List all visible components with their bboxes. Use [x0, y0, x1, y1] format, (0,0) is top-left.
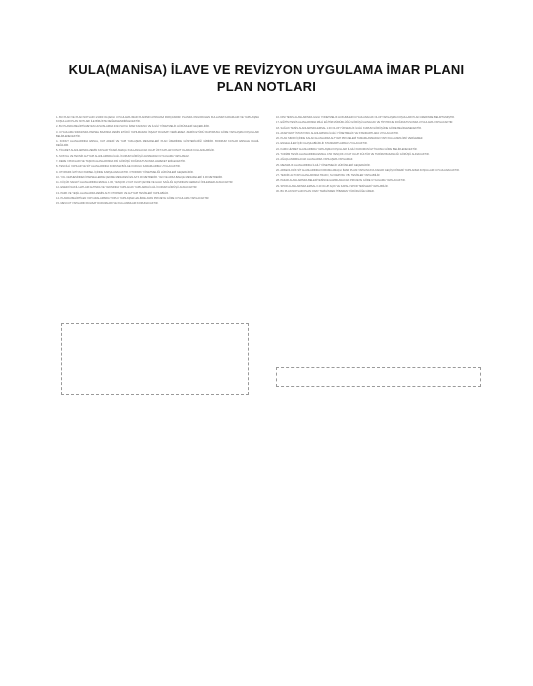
notes-column-left	[56, 116, 259, 510]
plan-note: 1- BU PLAN VE PLAN NOTLARI 1/1000 ÖLÇEKLİ UYGULAMA İMAR PLANININ AYRILMAZ PARÇASIDIR. PLANDA ÖNGÖRÜLEN KULLANIM KARARLARI VE YAPILAŞMA KOŞULLARI PLAN NOTLARI İLE BİRLİKTE DEĞERLENDİRİLECEKTİR.	[56, 116, 259, 124]
plan-note: 22- KAMU HİZMET ALANLARINDA YAPILAŞMA KOŞULLARI İLGİLİ KURUMUN İHTİYACINA GÖRE BELİRLENECEKTİR.	[276, 147, 418, 151]
plan-note: 10- YOL CEPHESİNDEKİ PARSELLERDE ÇEKME MESAFESİ EN AZ 5.00 METREDİR. YAN VE ARKA BAHÇE MESAFELERİ 3.00 METREDİR.	[56, 175, 223, 179]
document-subtitle: PLAN NOTLARI	[216, 79, 317, 94]
plan-note: 24- AĞAÇLANDIRILACAK ALANLARDA YAPILAŞMA YAPILAMAZ.	[276, 158, 354, 162]
plan-note: 30- BU PLAN NOTLARI PLAN ONAY TARİHİNDEN İTİBAREN YÜRÜRLÜĞE GİRER.	[276, 189, 375, 193]
plan-note: 25- MEZARLIK ALANLARINDA İLGİLİ YÖNETMELİK HÜKÜMLERİ GEÇERLİDİR.	[276, 163, 371, 167]
plan-note: 19- AKARYAKIT İSTASYONU ALANLARINDA İLGİLİ YÖNETMELİK VE STANDARTLARA UYULACAKTIR.	[276, 131, 399, 135]
plan-note: 27- TEKNİK ALTYAPI ALANLARINDA TRAFO, SU DEPOSU VB. TESİSLER YAPILABİLİR.	[276, 174, 381, 178]
document-title: KULA(MANİSA) İLAVE VE REVİZYON UYGULAMA İMAR PLANI	[68, 62, 465, 77]
plan-note: 6- SOSYAL VE TEKNİK ALTYAPI ALANLARINDA İLGİLİ KURUM GÖRÜŞÜ ALINMADAN UYGULAMA YAPILAMAZ.	[56, 154, 190, 158]
plan-note: 8- TESCİLLİ YAPILAR VE SİT ALANLARINDA KORUMA BÖLGE KURULU KARARLARINA UYULACAKTIR.	[56, 165, 181, 169]
plan-note: 14- PLANDA BELİRTİLEN YAPI ADALARINDA TOPLU YAPILAŞMA HALİNDE AVAN PROJEYE GÖRE UYGULAMA YAPILACAKTIR.	[56, 196, 210, 200]
revision-highlight-box	[276, 367, 481, 387]
plan-note: 4- KONUT ALANLARINDA EMSAL, KAT ADEDİ VE YAPI YAKLAŞMA MESAFELERİ PLAN ÜZERİNDE GÖSTERİLDİĞİ GİBİDİR. BODRUM KATLAR EMSALE DAHİL DEĞİLDİR.	[56, 140, 259, 148]
plan-note: 26- ARKEOLOJİK SİT ALANLARINDA KORUMA AMAÇLI İMAR PLANI YAPILINCAYA KADAR GEÇİŞ DÖNEMİ YAPILANMA KOŞULLARI UYGULANACAKTIR.	[276, 168, 460, 172]
plan-note: 3- UYGULAMA SIRASINDA PARSEL BAZINDA ZEMİN ETÜDÜ YAPILMADAN İNŞAAT RUHSATI VERİLEMEZ. ZEMİN ETÜDÜ RAPORUNA GÖRE YAPILAŞMA KOŞULLARI BELİRLENECEKTİR.	[56, 130, 259, 138]
plan-note: 29- SPOR ALANLARINDA EMSAL 0.20 OLUP AÇIK VE KAPALI SPOR TESİSLERİ YAPILABİLİR.	[276, 184, 389, 188]
notes-column-right	[276, 116, 479, 586]
plan-note: 7- DERE YATAKLARI VE TAŞKIN ALANLARINDA DSİ GÖRÜŞÜ DOĞRULTUSUNDA HAREKET EDİLECEKTİR.	[56, 159, 186, 163]
revision-highlight-box	[61, 323, 249, 395]
plan-note: 23- TURİZM TESİS ALANLARINDA EMSAL 0.50 YENÇOK 2 KAT OLUP KÜLTÜR VE TURİZM BAKANLIĞI GÖRÜŞÜ ALINACAKTIR.	[276, 152, 430, 156]
plan-note: 9- OTOPARK İHTİYACI PARSEL İÇİNDE KARŞILANACAKTIR. OTOPARK YÖNETMELİĞİ HÜKÜMLERİ GEÇERLİDİR.	[56, 170, 194, 174]
plan-note: 15- MEVCUT YAPILARIN RUHSAT DURUMLARI VE KULLANIMLARI KORUNACAKTIR.	[56, 202, 159, 206]
plan-note: 17- EĞİTİM TESİS ALANLARINDA MİLLİ EĞİTİM MÜDÜRLÜĞÜ GÖRÜŞÜ ALINACAK VE TİP PROJE DOĞRULTUSUNDA UYGULAMA YAPILACAKTIR.	[276, 121, 454, 125]
plan-note: 13- PARK VE YEŞİL ALANLARDA ZEMİN ALTI OTOPARK VE ALTYAPI TESİSLERİ YAPILABİLİR.	[56, 191, 169, 195]
plan-note: 5- TİCARET ALANLARINDA ZEMİN KATLAR TİCARİ AMAÇLI KULLANILACAK OLUP ÜST KATLAR KONUT OLARAK KULLANILABİLİR.	[56, 149, 215, 153]
plan-note: 16- DİNİ TESİS ALANLARINDA İLGİLİ YÖNETMELİK HÜKÜMLERİ UYGULANACAK OLUP YAPILAŞMA KOŞULLARI PLAN ÜZERİNDE BELİRTİLMİŞTİR.	[276, 116, 455, 119]
plan-note: 20- PLAN SINIRI İÇİNDE KALAN ALANLARDA ALTYAPI PROJELERİ TAMAMLANMADAN YAPI KULLANMA İZNİ VERİLEMEZ.	[276, 137, 424, 141]
plan-note: 11- KÜÇÜK SANAYİ ALANLARINDA EMSAL 1.00, YENÇOK 2 KAT OLUP ÇEVRE VE HALK SAĞLIĞI AÇISINDAN GEREKLİ ÖNLEMLER ALINACAKTIR.	[56, 181, 234, 185]
plan-note: 28- PAZAR ALANLARINDA BELEDİYESİNCE HAZIRLANACAK PROJEYE GÖRE UYGULAMA YAPILACAKTIR.	[276, 179, 406, 183]
plan-note: 21- ENGELLİLER İÇİN ULAŞILABİLİRLİK STANDARTLARINA UYULACAKTIR.	[276, 142, 368, 146]
plan-note: 12- ENERJİ NAKİL HATLARI ALTINDA VE YAKININDA YAPILACAK YAPILARDA İLGİLİ KURUM GÖRÜŞÜ ALINACAKTIR.	[56, 186, 198, 190]
plan-note: 18- SAĞLIK TESİS ALANLARINDA EMSAL 1.00 OLUP YÜKSEKLİK İLGİLİ KURUM GÖRÜŞÜNE GÖRE BELİRLENECEKTİR.	[276, 126, 422, 130]
plan-note: 2- BU PLANDA BELİRTİLMEYEN HUSUSLARDA 3194 SAYILI İMAR KANUNU VE İLGİLİ YÖNETMELİK HÜKÜMLERİ GEÇERLİDİR.	[56, 125, 210, 129]
